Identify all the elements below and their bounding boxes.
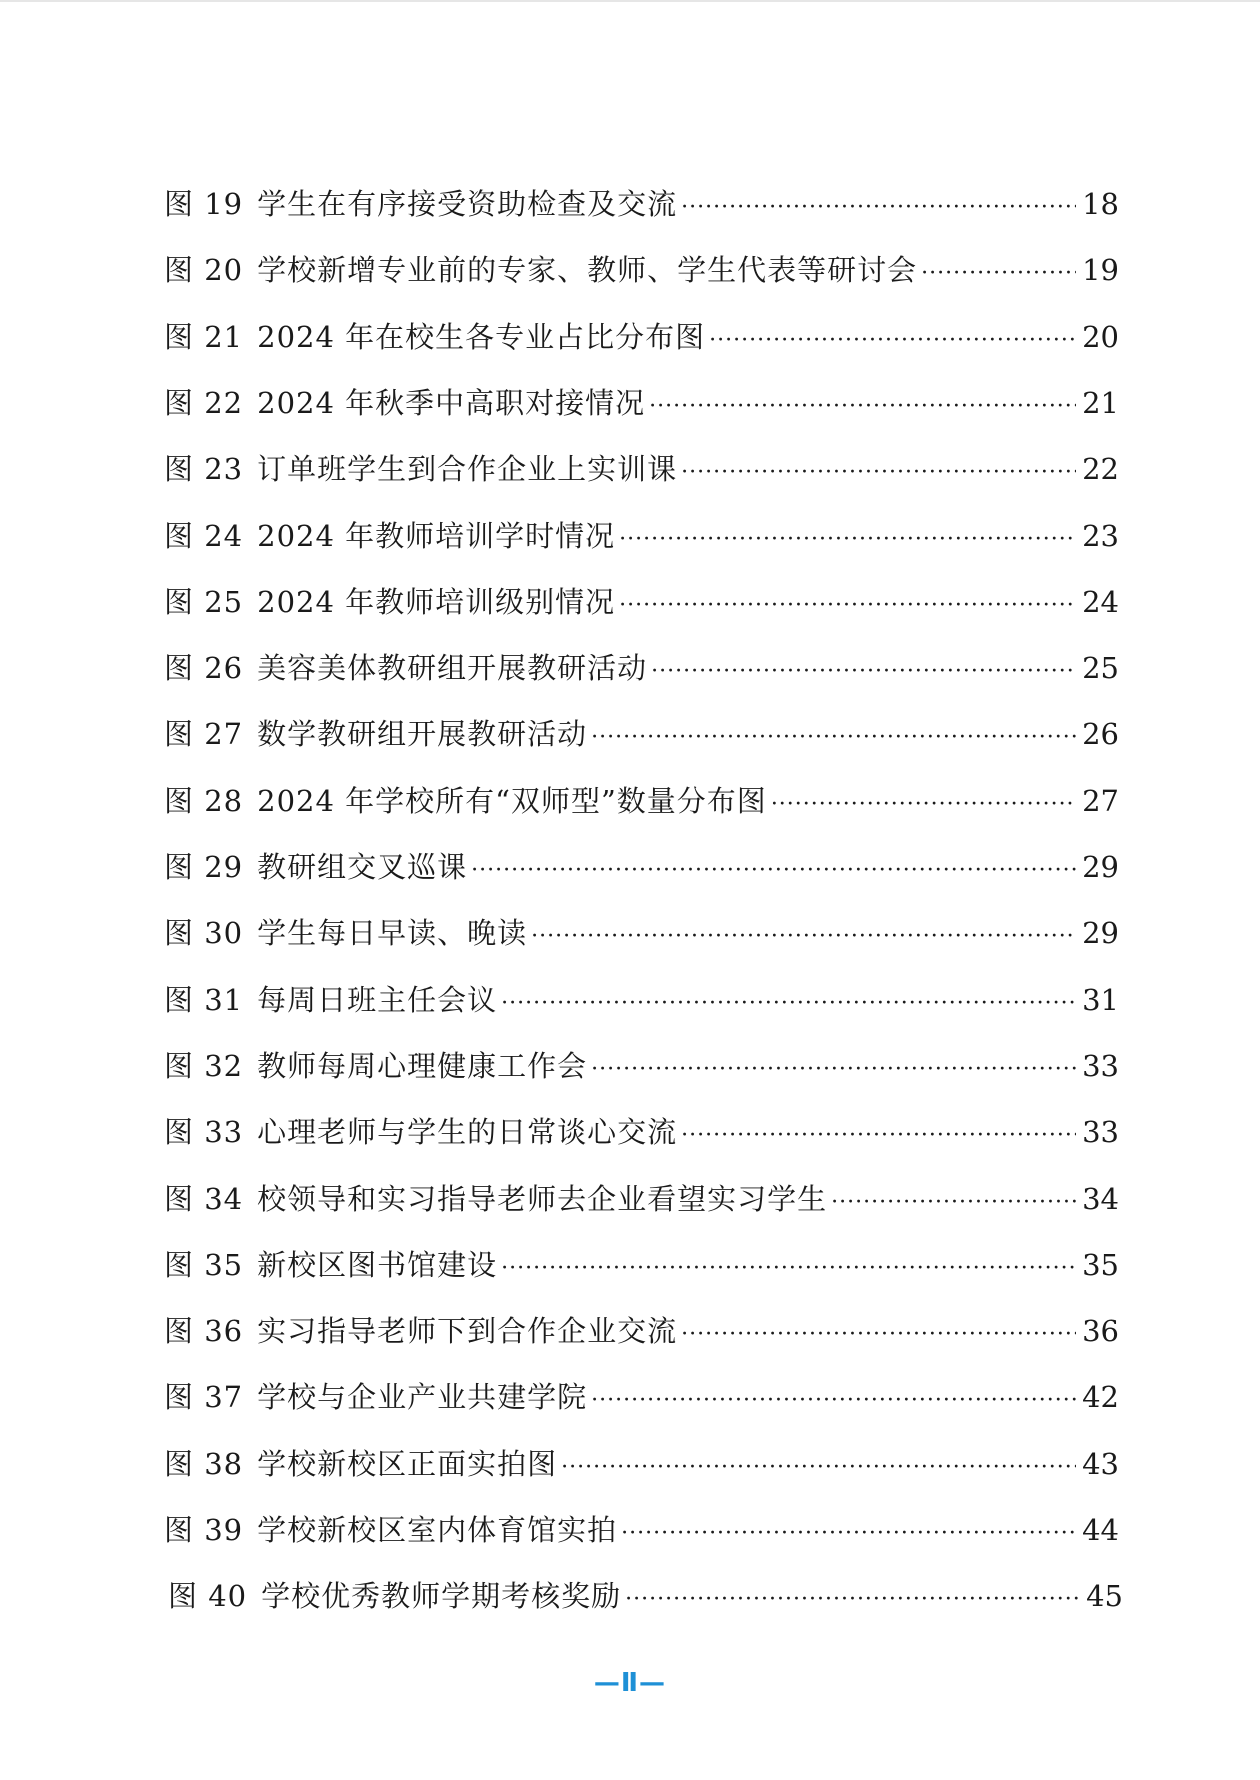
figure-title: 2024 年在校生各专业占比分布图	[257, 319, 706, 354]
figure-number: 图 29	[164, 850, 244, 884]
figure-entry[interactable]	[164, 1444, 1119, 1484]
dot-leader	[709, 330, 1076, 352]
figure-title: 学校新校区室内体育馆实拍	[257, 1513, 618, 1547]
page-number: 21	[1082, 385, 1119, 420]
figure-number: 图 20	[164, 253, 244, 288]
figure-number: 图 24	[164, 518, 244, 553]
dot-leader	[681, 462, 1076, 484]
figure-title: 教研组交叉巡课	[257, 850, 468, 884]
figure-number: 图 33	[164, 1115, 244, 1150]
dot-leader	[621, 1523, 1076, 1545]
dot-leader	[591, 1059, 1076, 1081]
figure-entry[interactable]	[164, 847, 1119, 887]
page-number: 45	[1086, 1579, 1123, 1614]
figure-entry[interactable]	[164, 516, 1119, 556]
figure-entry[interactable]	[164, 1112, 1119, 1152]
page-number: 44	[1082, 1513, 1119, 1547]
figure-number: 图 31	[164, 982, 244, 1017]
figure-number: 图 30	[164, 916, 244, 951]
figure-number: 图 39	[164, 1513, 244, 1547]
dot-leader	[681, 1324, 1076, 1346]
figure-title: 学生每日早读、晚读	[257, 916, 528, 951]
figure-entry[interactable]	[164, 383, 1119, 423]
figure-entry[interactable]	[164, 714, 1119, 754]
page-number: 29	[1082, 850, 1119, 884]
figure-number: 图 37	[164, 1380, 244, 1415]
figure-number: 图 23	[164, 452, 244, 487]
figure-title: 数学教研组开展教研活动	[257, 717, 588, 752]
figure-entry[interactable]	[164, 1179, 1119, 1219]
figure-entry[interactable]	[164, 781, 1119, 821]
dot-leader	[681, 1125, 1076, 1147]
figure-title: 学校与企业产业共建学院	[257, 1380, 588, 1415]
page-number: 31	[1082, 982, 1119, 1017]
dot-leader	[619, 595, 1076, 617]
figure-number: 图 34	[164, 1181, 244, 1216]
page-number: 33	[1082, 1115, 1119, 1150]
page-number: 43	[1082, 1446, 1119, 1481]
figure-number: 图 35	[164, 1247, 244, 1282]
figure-title: 新校区图书馆建设	[257, 1247, 498, 1282]
figure-title: 每周日班主任会议	[257, 982, 498, 1017]
page-number: 22	[1082, 452, 1119, 487]
dot-leader	[649, 396, 1076, 418]
figure-entry[interactable]	[164, 913, 1119, 953]
figure-title: 学校优秀教师学期考核奖励	[261, 1579, 622, 1614]
page-number: 35	[1082, 1247, 1119, 1282]
figure-entry[interactable]	[164, 1245, 1119, 1285]
page-number: 36	[1082, 1314, 1119, 1349]
dot-leader	[501, 993, 1076, 1015]
figure-title: 美容美体教研组开展教研活动	[257, 651, 648, 686]
page-number: 42	[1082, 1380, 1119, 1415]
dot-leader	[771, 794, 1076, 816]
page-number: 29	[1082, 916, 1119, 951]
figure-entry[interactable]	[164, 1510, 1119, 1550]
dot-leader	[651, 661, 1076, 683]
dot-leader	[591, 1390, 1076, 1412]
figure-number: 图 36	[164, 1314, 244, 1349]
figure-entry[interactable]	[164, 184, 1119, 224]
figure-title: 教师每周心理健康工作会	[257, 1048, 588, 1083]
figure-title: 心理老师与学生的日常谈心交流	[257, 1115, 678, 1150]
page-number: 33	[1082, 1048, 1119, 1083]
dot-leader	[619, 529, 1076, 551]
figure-number: 图 27	[164, 717, 244, 752]
figure-title: 学校新增专业前的专家、教师、学生代表等研讨会	[257, 253, 918, 288]
figure-number: 图 40	[168, 1579, 248, 1614]
figure-number: 图 19	[164, 187, 244, 221]
figure-number: 图 38	[164, 1446, 244, 1481]
figure-entry[interactable]	[164, 1377, 1119, 1417]
figure-number: 图 21	[164, 319, 244, 354]
page-number: 20	[1082, 319, 1119, 354]
page-number-footer: —Ⅱ—	[593, 1668, 667, 1698]
page-number: 18	[1082, 187, 1119, 221]
page-number: 19	[1082, 253, 1119, 288]
page-number: 26	[1082, 717, 1119, 752]
figure-title: 2024 年秋季中高职对接情况	[257, 385, 646, 420]
figure-number: 图 28	[164, 783, 244, 818]
figure-number: 图 22	[164, 385, 244, 420]
figure-title: 订单班学生到合作企业上实训课	[257, 452, 678, 487]
figure-entry[interactable]	[164, 1311, 1119, 1351]
dot-leader	[501, 1258, 1076, 1280]
page-number: 23	[1082, 518, 1119, 553]
figure-entry[interactable]	[164, 648, 1119, 688]
dot-leader	[681, 197, 1076, 219]
figure-entry[interactable]	[164, 317, 1119, 357]
figure-number: 图 26	[164, 651, 244, 686]
figure-entry[interactable]	[164, 582, 1119, 622]
dot-leader	[625, 1589, 1080, 1611]
figure-entry[interactable]	[168, 1576, 1123, 1616]
figure-title: 实习指导老师下到合作企业交流	[257, 1314, 678, 1349]
page-number: 27	[1082, 783, 1119, 818]
figure-title: 2024 年教师培训学时情况	[257, 518, 616, 553]
dot-leader	[561, 1457, 1076, 1479]
page-number: 25	[1082, 651, 1119, 686]
figure-title: 学校新校区正面实拍图	[257, 1446, 558, 1481]
page-number: 24	[1082, 584, 1119, 619]
figure-number: 图 25	[164, 584, 244, 619]
figure-title: 2024 年教师培训级别情况	[257, 584, 616, 619]
dot-leader	[831, 1192, 1076, 1214]
figure-title: 2024 年学校所有“双师型”数量分布图	[257, 783, 767, 818]
dot-leader	[921, 263, 1076, 285]
figure-title: 学生在有序接受资助检查及交流	[257, 187, 678, 221]
figure-number: 图 32	[164, 1048, 244, 1083]
figure-entry[interactable]	[164, 449, 1119, 489]
dot-leader	[531, 926, 1076, 948]
figure-entry[interactable]	[164, 250, 1119, 290]
figure-title: 校领导和实习指导老师去企业看望实习学生	[257, 1181, 828, 1216]
figure-entry[interactable]	[164, 980, 1119, 1020]
figure-entry[interactable]	[164, 1046, 1119, 1086]
page-number: 34	[1082, 1181, 1119, 1216]
dot-leader	[471, 860, 1076, 882]
dot-leader	[591, 727, 1076, 749]
